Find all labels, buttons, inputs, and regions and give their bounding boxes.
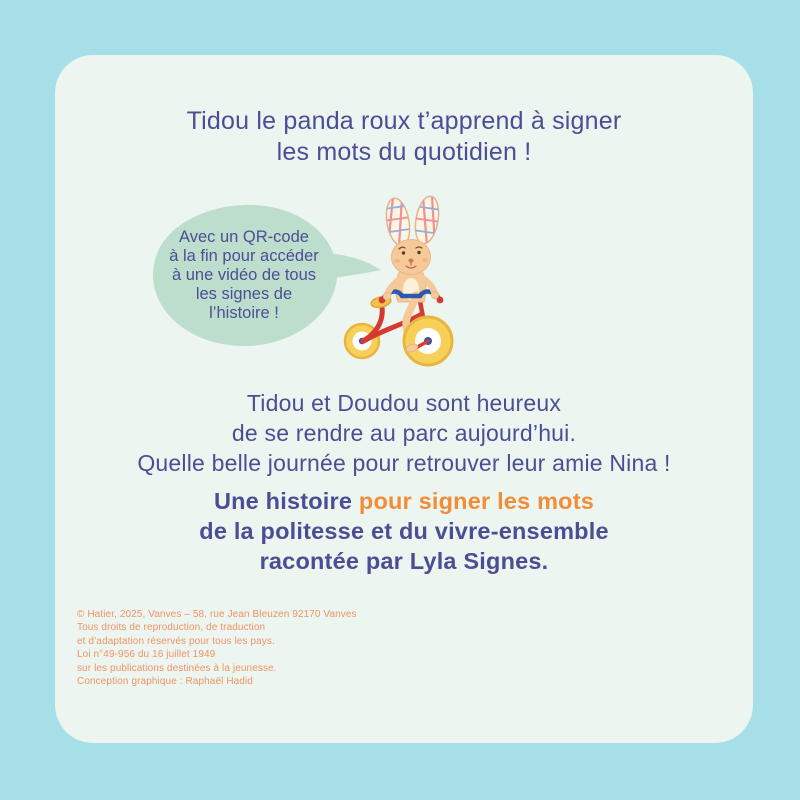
emphasis-line-2: de la politesse et du vivre-ensemble (199, 518, 609, 544)
colophon-line: sur les publications destinées à la jeunesse. (77, 662, 277, 674)
bubble-line: à la fin pour accéder (169, 247, 319, 265)
story-text (55, 388, 753, 478)
title-line: Tidou le panda roux t’apprend à signer (186, 107, 622, 135)
colophon-line: © Hatier, 2025, Vanves – 58, rue Jean Bleuzen 92170 Vanves (77, 609, 357, 620)
story-line: Tidou et Doudou sont heureux (246, 390, 562, 416)
emphasis-text (55, 486, 753, 576)
emphasis-line-1 (55, 486, 753, 516)
rabbit-on-tricycle-illustration (340, 183, 470, 370)
story-line: de se rendre au parc aujourd’hui. (231, 420, 577, 446)
bubble-line: l’histoire ! (209, 304, 279, 322)
bubble-line: Avec un QR-code (179, 228, 309, 246)
emphasis-highlight: pour signer les mots (358, 488, 595, 514)
story-line: Quelle belle journée pour retrouver leur amie Nina ! (137, 450, 671, 476)
colophon-line: et d’adaptation réservés pour tous les pays. (77, 635, 275, 647)
emphasis-prefix: Une histoire (213, 488, 359, 514)
emphasis-line-3: racontée par Lyla Signes. (259, 548, 549, 574)
tricycle-front-wheel (404, 317, 452, 365)
colophon-line: Tous droits de reproduction, de traduction (77, 622, 266, 634)
colophon-line: Conception graphique : Raphaël Hadid (77, 676, 253, 688)
colophon-line: Loi n°49-956 du 16 juillet 1949 (77, 649, 216, 661)
bubble-line: à une vidéo de tous (171, 266, 317, 284)
bubble-line: les signes de (195, 285, 293, 303)
colophon (77, 608, 357, 688)
page-title (55, 106, 753, 168)
cover-card (55, 55, 753, 743)
speech-bubble-text (150, 203, 338, 343)
rabbit-head (392, 240, 431, 275)
title-line: les mots du quotidien ! (276, 138, 532, 166)
